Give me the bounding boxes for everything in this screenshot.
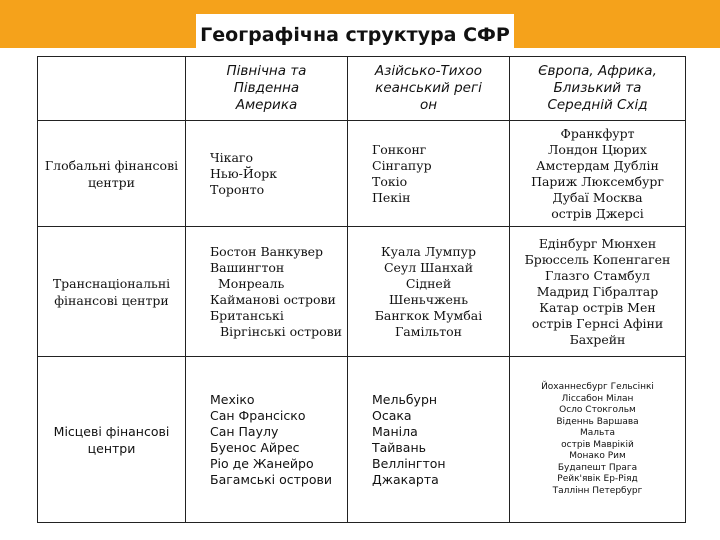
- header-asia: [348, 57, 510, 121]
- list-item: Кайманові острови: [210, 291, 336, 307]
- list-item: Джакарта: [372, 471, 439, 487]
- cell-transnational-europe: [510, 227, 686, 357]
- header-america-text: Північна та Південна Америка: [226, 63, 307, 113]
- list-item: острів Гернсі Афіни: [531, 315, 664, 331]
- row-label-global: [38, 121, 186, 227]
- list-item: Ріо де Жанейро: [210, 455, 314, 471]
- list-item: острів Маврікій: [561, 439, 634, 450]
- list-item: Йоханнесбург Гельсінкі: [541, 382, 654, 392]
- list-item: Рейк'явік Ер-Ріяд: [557, 474, 638, 484]
- row-label-transnational: [38, 227, 186, 357]
- list-item: Мехіко: [210, 391, 255, 407]
- list-item: Осло Стокгольм: [559, 405, 636, 415]
- cell-transnational-asia: [348, 227, 510, 357]
- header-europe: [510, 57, 686, 121]
- cell-global-asia: [348, 121, 510, 227]
- cell-global-america: [186, 121, 348, 227]
- list-item: Бангкок Мумбаі: [374, 307, 483, 323]
- list-item: Гонконг: [372, 141, 427, 157]
- list-item: Будапешт Прага: [557, 462, 638, 473]
- list-item: Монреаль: [218, 275, 285, 291]
- list-item: Сан Франсіско: [210, 407, 306, 423]
- cell-transnational-america: [186, 227, 348, 357]
- cell-local-asia: [348, 357, 510, 523]
- list-item: Брюссель Копенгаген: [524, 251, 671, 267]
- list-item: Британські: [210, 307, 284, 323]
- list-item: Амстердам Дублін: [536, 157, 659, 173]
- list-item: Мадрид Гібралтар: [536, 283, 659, 299]
- list-item: Нью-Йорк: [210, 165, 278, 181]
- list-item: Багамські острови: [210, 471, 333, 487]
- header-europe-text: Європа, Африка, Близький та Середній Схід: [538, 63, 657, 113]
- header-asia-text: Азійсько-Тихоокеанський регіон: [374, 63, 483, 113]
- list-item: Мальта: [579, 428, 616, 438]
- row-label-text: Глобальні фінансові центри: [44, 157, 179, 190]
- list-item: Монако Рим: [569, 451, 626, 461]
- list-item: Веллінгтон: [372, 455, 446, 471]
- list-item: Куала Лумпур: [380, 243, 477, 259]
- list-item: Бахрейн: [569, 331, 626, 347]
- list-item: Ліссабон Мілан: [561, 393, 634, 404]
- list-item: Торонто: [210, 181, 265, 197]
- list-item: Пекін: [372, 189, 411, 205]
- list-item: Осака: [372, 407, 412, 423]
- list-item: Лондон Цюрих: [548, 141, 647, 157]
- list-item: Париж Люксембург: [531, 173, 664, 189]
- list-item: Токіо: [372, 173, 408, 189]
- list-item: Гамільтон: [395, 323, 462, 339]
- row-label-text: Місцеві фінансові центри: [53, 423, 170, 456]
- list-item: Таллінн Петербург: [552, 485, 643, 496]
- list-item: Чікаго: [210, 149, 253, 165]
- cell-global-europe: [510, 121, 686, 227]
- list-item: Віргінські острови: [220, 323, 342, 339]
- list-item: Мельбурн: [372, 391, 438, 407]
- row-label-local: [38, 357, 186, 523]
- list-item: Сінгапур: [372, 157, 432, 173]
- list-item: Вашингтон: [210, 259, 285, 275]
- header-empty-cell: [38, 57, 186, 121]
- cell-local-europe: [510, 357, 686, 523]
- list-item: Сан Паулу: [210, 423, 279, 439]
- table-row: [38, 357, 686, 523]
- list-item: острів Джерсі: [551, 205, 644, 221]
- list-item: Віденнь Варшава: [556, 416, 639, 427]
- list-item: Глазго Стамбул: [544, 267, 650, 283]
- header-america: [186, 57, 348, 121]
- list-item: Маніла: [372, 423, 418, 439]
- table-row: [38, 121, 686, 227]
- financial-centers-table: [37, 56, 686, 523]
- list-item: Дубаї Москва: [552, 189, 643, 205]
- list-item: Тайвань: [372, 439, 426, 455]
- list-item: Едінбург Мюнхен: [538, 235, 657, 251]
- list-item: Шеньчжень: [388, 291, 469, 307]
- table-row: [38, 227, 686, 357]
- page-title: Географічна структура СФР: [196, 14, 514, 56]
- list-item: Катар острів Мен: [539, 299, 656, 315]
- list-item: Буенос Айрес: [210, 439, 300, 455]
- list-item: Бостон Ванкувер: [210, 243, 324, 259]
- cell-local-america: [186, 357, 348, 523]
- list-item: Сідней: [405, 275, 452, 291]
- row-label-text: Транснаціональні фінансові центри: [52, 275, 171, 308]
- list-item: Сеул Шанхай: [383, 259, 474, 275]
- list-item: Франкфурт: [560, 125, 635, 141]
- header-row: [38, 57, 686, 121]
